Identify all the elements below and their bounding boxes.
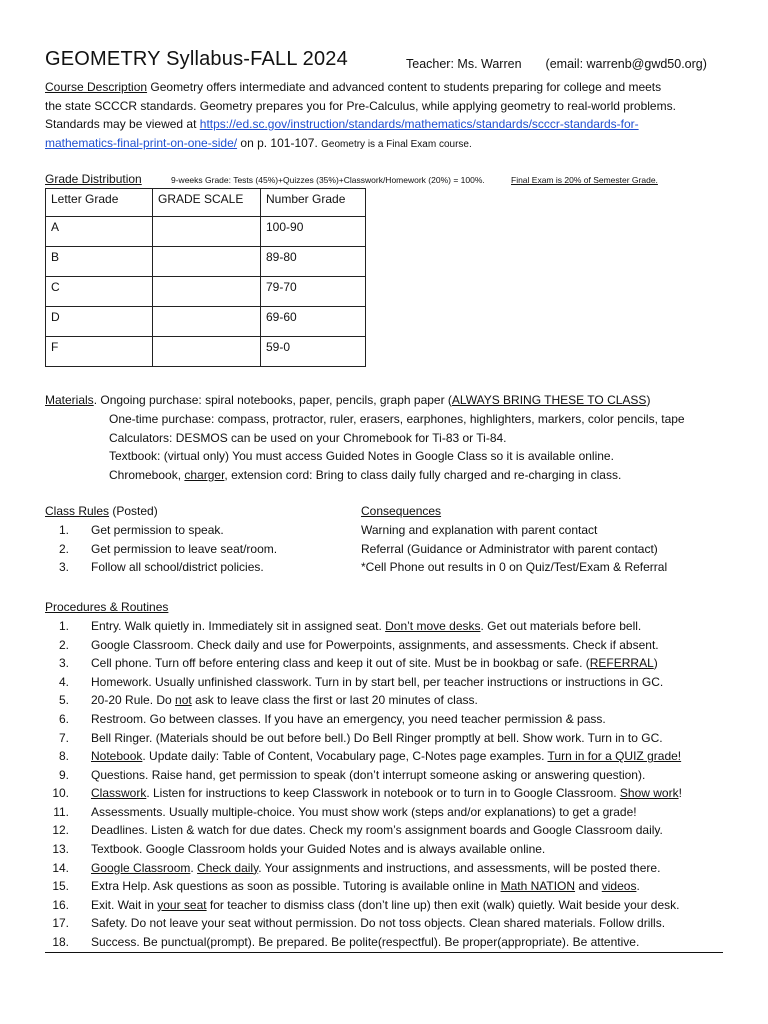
- list-item: [45, 766, 735, 785]
- item-number: 18.: [52, 935, 69, 950]
- list-item: [45, 617, 735, 636]
- scale-cell: [153, 337, 261, 367]
- item-text: Extra Help. Ask questions as soon as possible. Tutoring is available online in: [91, 879, 501, 894]
- consequence-item: *Cell Phone out results in 0 on Quiz/Test/Exam & Referral: [361, 560, 668, 575]
- list-item: [45, 673, 735, 692]
- item-text: Google Classroom. Check daily and use for Powerpoints, assignments, and assessments. Check if absent.: [91, 637, 659, 652]
- final-exam-note: Geometry is a Final Exam course.: [321, 138, 472, 150]
- teacher-info: [406, 57, 707, 71]
- item-text: Textbook. Google Classroom holds your Guided Notes and is always available online.: [91, 842, 546, 857]
- one-time-purchase: One-time purchase: compass, protractor, ruler, erasers, earphones, highlighters, markers, color pencils, tape: [109, 411, 685, 426]
- item-number: 13.: [52, 842, 69, 857]
- item-number: 7.: [58, 730, 69, 745]
- item-emphasis: Show work: [619, 786, 679, 801]
- standards-text: Standards may be viewed at: [45, 117, 200, 132]
- item-emphasis: Notebook: [91, 749, 143, 764]
- table-row: [46, 277, 366, 307]
- description-label: Course Description: [45, 80, 148, 94]
- item-text: .: [190, 860, 198, 875]
- procedures-section: [45, 598, 735, 952]
- nine-weeks-note: 9-weeks Grade: Tests (45%)+Quizzes (35%)+Classwork/Homework (20%) = 100%.: [171, 175, 485, 186]
- item-text: ): [653, 656, 658, 671]
- item-text: 20-20 Rule. Do: [91, 693, 176, 708]
- description-text: the state SCCCR standards. Geometry prepares you for Pre-Calculus, while applying geometry to real-world problems.: [45, 98, 676, 113]
- item-number: 2.: [58, 541, 69, 556]
- textbook: Textbook: (virtual only) You must access Guided Notes in Google Class so it is available online.: [109, 449, 614, 464]
- item-text: ask to leave class the first or last 20 minutes of class.: [191, 693, 478, 708]
- table-header-row: [46, 189, 366, 217]
- list-item: [45, 710, 735, 729]
- list-item: [45, 729, 735, 748]
- list-item: [45, 521, 277, 540]
- number-cell: 89-80: [261, 247, 366, 277]
- list-item: [45, 636, 735, 655]
- item-emphasis: videos: [601, 879, 637, 894]
- table-row: [46, 337, 366, 367]
- grade-table: [45, 188, 366, 367]
- item-text: Restroom. Go between classes. If you have an emergency, you need teacher permission & pass.: [91, 711, 606, 726]
- item-text: Homework. Usually unfinished classwork. Turn in by start bell, per teacher instructions or instructions in GC.: [91, 674, 664, 689]
- always-bring-note: ALWAYS BRING THESE TO CLASS: [451, 393, 647, 408]
- scale-cell: [153, 307, 261, 337]
- list-item: [45, 840, 735, 859]
- item-number: 5.: [58, 693, 69, 708]
- scale-cell: [153, 277, 261, 307]
- number-cell: 59-0: [261, 337, 366, 367]
- item-number: 11.: [53, 804, 69, 819]
- item-emphasis: Google Classroom: [91, 860, 191, 875]
- procedures-label: Procedures & Routines: [45, 600, 169, 615]
- item-text: Assessments. Usually multiple-choice. You must show work (steps and/or explanations) to get a grade!: [91, 804, 637, 819]
- class-rules-label: Class Rules: [45, 504, 110, 519]
- item-text: Deadlines. Listen & watch for due dates. Check my room’s assignment boards and Google Classroom daily.: [91, 823, 663, 838]
- list-item: [45, 654, 735, 673]
- item-emphasis: REFERRAL: [589, 656, 654, 671]
- final-exam-weight-note: Final Exam is 20% of Semester Grade.: [511, 175, 658, 186]
- posted-label: (Posted): [109, 504, 158, 519]
- item-number: 4.: [58, 674, 69, 689]
- header-number-grade: Number Grade: [261, 189, 366, 217]
- teacher-email: (email: warrenb@gwd50.org): [545, 57, 707, 71]
- list-item: [45, 933, 723, 953]
- charger-text: charger: [184, 467, 225, 482]
- header-letter-grade: Letter Grade: [46, 189, 153, 217]
- item-text: for teacher to dismiss class (don’t line up) then exit (walk) quietly. Wait beside your desk.: [206, 897, 680, 912]
- item-emphasis: Math NATION: [500, 879, 576, 894]
- table-row: [46, 247, 366, 277]
- rule-text: Follow all school/district policies.: [91, 560, 264, 575]
- item-text: Cell phone. Turn off before entering class and keep it out of site. Must be in bookbag or safe. (: [91, 656, 590, 671]
- standards-link-cont[interactable]: mathematics-final-print-on-one-side/: [45, 135, 238, 150]
- grade-distribution-header: [45, 172, 735, 188]
- list-item: [45, 877, 735, 896]
- list-item: [45, 896, 735, 915]
- item-text: . Get out materials before bell.: [480, 618, 642, 633]
- ongoing-purchase: . Ongoing purchase: spiral notebooks, paper, pencils, graph paper (: [93, 393, 452, 408]
- item-number: 14.: [52, 860, 69, 875]
- number-cell: 79-70: [261, 277, 366, 307]
- item-number: 6.: [58, 711, 69, 726]
- item-number: 3.: [58, 656, 69, 671]
- item-text: and: [575, 879, 602, 894]
- item-number: 9.: [58, 767, 69, 782]
- syllabus-page: [45, 48, 735, 953]
- chromebook: [45, 466, 735, 485]
- consequences-label: Consequences: [361, 504, 442, 519]
- consequences: [361, 502, 667, 576]
- item-emphasis: Classwork: [91, 786, 147, 801]
- list-item: [45, 558, 277, 577]
- item-text: . Listen for instructions to keep Classwork in notebook or to turn in to Google Classroom.: [146, 786, 620, 801]
- paren-close: ): [646, 393, 651, 408]
- materials-label: Materials: [45, 393, 94, 408]
- item-number: 8.: [58, 749, 69, 764]
- calculators: Calculators: DESMOS can be used on your Chromebook for Ti-83 or Ti-84.: [109, 430, 507, 445]
- item-emphasis: Check daily: [197, 860, 259, 875]
- rules-section: [45, 502, 735, 580]
- rule-text: Get permission to speak.: [91, 522, 224, 537]
- item-number: 1.: [58, 522, 69, 537]
- materials-section: [45, 391, 735, 484]
- item-emphasis: Turn in for a QUIZ grade!: [547, 749, 682, 764]
- item-text: Entry. Walk quietly in. Immediately sit in assigned seat.: [91, 618, 386, 633]
- number-cell: 100-90: [261, 217, 366, 247]
- letter-cell: F: [46, 337, 153, 367]
- rule-text: Get permission to leave seat/room.: [91, 541, 278, 556]
- item-number: 17.: [52, 916, 69, 931]
- table-row: [46, 307, 366, 337]
- chromebook-rest: , extension cord: Bring to class daily fully charged and re-charging in class.: [224, 467, 622, 482]
- teacher-name: Teacher: Ms. Warren: [406, 57, 522, 71]
- list-item: [45, 540, 277, 559]
- item-number: 1.: [58, 618, 69, 633]
- grade-distribution-label: Grade Distribution: [45, 172, 142, 187]
- item-number: 16.: [52, 897, 69, 912]
- list-item: [45, 803, 735, 822]
- item-number: 12.: [52, 823, 69, 838]
- letter-cell: C: [46, 277, 153, 307]
- class-rules: [45, 502, 277, 576]
- scale-cell: [153, 247, 261, 277]
- item-emphasis: Don’t move desks: [385, 618, 481, 633]
- item-text: . Your assignments and instructions, and assessments, will be posted there.: [258, 860, 661, 875]
- item-text: Safety. Do not leave your seat without permission. Do not toss objects. Clean shared materials. Follow drills.: [91, 916, 666, 931]
- item-text: Bell Ringer. (Materials should be out before bell.) Do Bell Ringer promptly at bell. Show work. Turn in to GC.: [91, 730, 663, 745]
- item-text: . Update daily: Table of Content, Vocabulary page, C-Notes page examples.: [142, 749, 548, 764]
- consequence-item: Referral (Guidance or Administrator with parent contact): [361, 541, 658, 556]
- list-item: [45, 691, 735, 710]
- consequence-item: Warning and explanation with parent contact: [361, 522, 598, 537]
- letter-cell: B: [46, 247, 153, 277]
- item-emphasis: your seat: [157, 897, 207, 912]
- item-text: Success. Be punctual(prompt). Be prepared. Be polite(respectful). Be proper(appropriate). Be attentive.: [91, 935, 640, 950]
- list-item: [45, 821, 735, 840]
- header-grade-scale: GRADE SCALE: [153, 189, 261, 217]
- item-text: Questions. Raise hand, get permission to speak (don’t interrupt someone asking or answering question).: [91, 767, 646, 782]
- number-cell: 69-60: [261, 307, 366, 337]
- item-number: 2.: [58, 637, 69, 652]
- item-text: Exit. Wait in: [91, 897, 158, 912]
- item-number: 10.: [52, 786, 69, 801]
- item-text: .: [636, 879, 640, 894]
- item-emphasis: not: [175, 693, 192, 708]
- item-number: 3.: [58, 560, 69, 575]
- list-item: [45, 859, 735, 878]
- pages-text: on p. 101-107.: [237, 135, 322, 150]
- item-text: !: [678, 786, 682, 801]
- page-title: GEOMETRY Syllabus-FALL 2024: [45, 48, 348, 70]
- list-item: [45, 914, 735, 933]
- header: [45, 48, 735, 78]
- standards-link[interactable]: https://ed.sc.gov/instruction/standards/mathematics/standards/scccr-standards-for-: [199, 117, 639, 132]
- item-number: 15.: [52, 879, 69, 894]
- table-row: [46, 217, 366, 247]
- list-item: [45, 784, 735, 803]
- course-description: [45, 78, 735, 154]
- letter-cell: D: [46, 307, 153, 337]
- description-text: Geometry offers intermediate and advanced content to students preparing for college and meets: [147, 80, 662, 94]
- chromebook-text: Chromebook,: [109, 467, 185, 482]
- list-item: [45, 747, 735, 766]
- scale-cell: [153, 217, 261, 247]
- letter-cell: A: [46, 217, 153, 247]
